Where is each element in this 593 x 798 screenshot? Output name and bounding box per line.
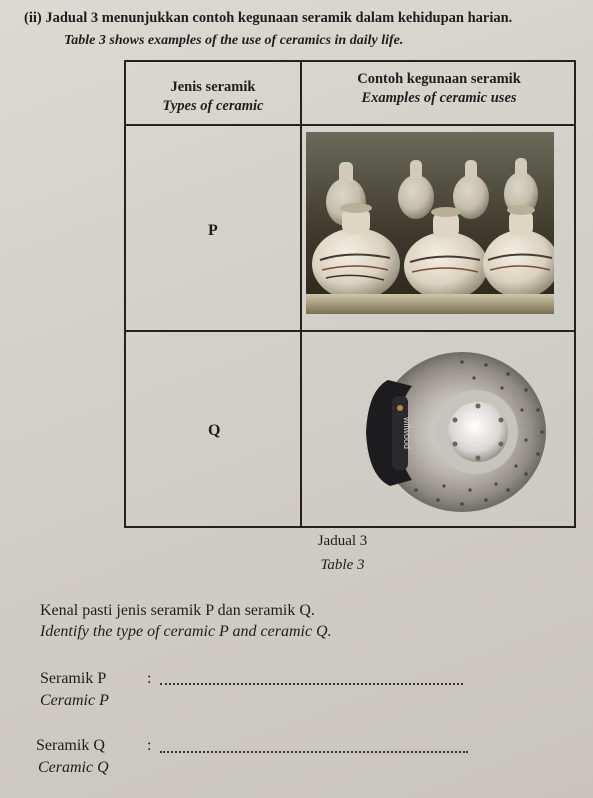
ceramic-vases-photo xyxy=(306,132,554,314)
answer-colon-q: : xyxy=(147,737,152,754)
answer-label-p-malay: Seramik P xyxy=(40,670,107,687)
answer-colon-p: : xyxy=(147,670,152,687)
header-col2-english: Examples of ceramic uses xyxy=(361,90,517,106)
answer-label-p-english: Ceramic P xyxy=(40,692,109,709)
instruction-english: Identify the type of ceramic P and ceramic Q. xyxy=(40,623,332,640)
header-col1-malay: Jenis seramik xyxy=(170,79,256,95)
ceramic-examples-table xyxy=(124,60,576,528)
disc-brake-photo xyxy=(326,340,556,520)
table-column-divider xyxy=(300,62,302,528)
question-line-malay: (ii) Jadual 3 menunjukkan contoh kegunaan seramik dalam kehidupan harian. xyxy=(24,10,513,26)
question-line-english: Table 3 shows examples of the use of ceramics in daily life. xyxy=(64,33,404,48)
row-label-p: P xyxy=(208,222,218,239)
header-col1-english: Types of ceramic xyxy=(162,98,264,114)
answer-field-p[interactable] xyxy=(160,683,463,685)
answer-label-q-english: Ceramic Q xyxy=(38,759,109,776)
table-caption-malay: Jadual 3 xyxy=(317,533,368,549)
caliper-brand-text: wilwood xyxy=(402,416,412,450)
header-types-of-ceramic xyxy=(126,78,300,116)
table-header-divider xyxy=(126,124,576,126)
answer-label-q-malay: Seramik Q xyxy=(36,737,105,754)
header-examples-of-ceramic-uses xyxy=(302,70,576,108)
instruction-malay: Kenal pasti jenis seramik P dan seramik Q. xyxy=(40,602,315,619)
table-caption-english: Table 3 xyxy=(320,557,365,573)
row-label-q: Q xyxy=(208,422,221,439)
header-col2-malay: Contoh kegunaan seramik xyxy=(357,71,521,87)
table-row-divider xyxy=(126,330,576,332)
answer-field-q[interactable] xyxy=(160,751,468,753)
